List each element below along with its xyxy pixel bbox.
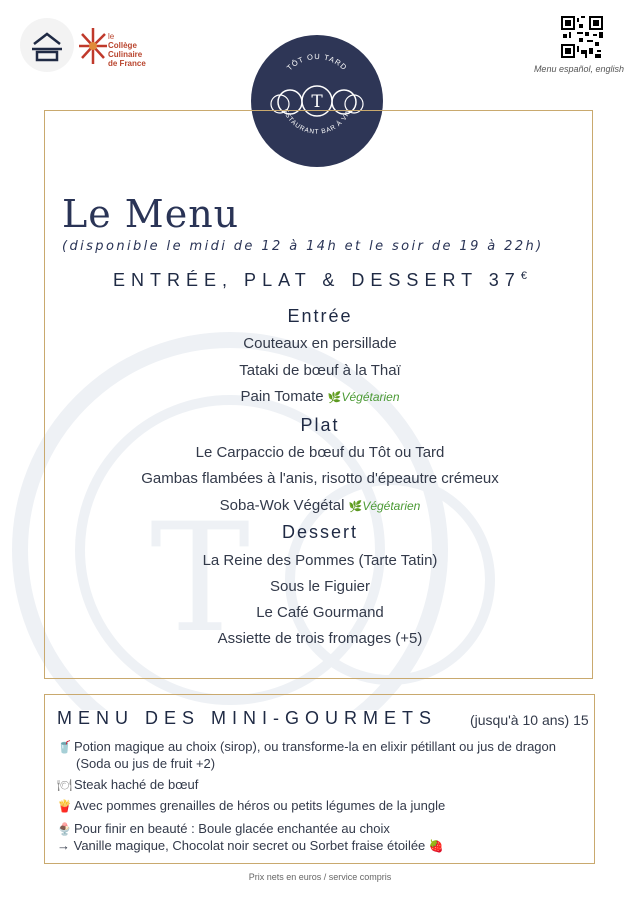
college-logo-text: de France (108, 59, 146, 68)
dish-item: Tataki de bœuf à la Thaï (239, 362, 401, 379)
dish-name: Soba-Wok Végétal (219, 497, 345, 514)
dish-item-vegetarian (0, 497, 640, 514)
college-logo-text: le (108, 32, 115, 41)
leaf-icon: 🌿 (327, 392, 342, 404)
mini-line-text: Avec pommes grenailles de héros ou petits légumes de la jungle (74, 798, 446, 813)
house-logo (20, 18, 74, 72)
vegetarian-label: Végétarien (341, 390, 400, 404)
dish-item-vegetarian (0, 388, 640, 405)
mini-menu-line: (Soda ou jus de fruit +2) (76, 756, 216, 771)
dish-item: Sous le Figuier (269, 578, 371, 595)
course-heading-entree: Entrée (287, 306, 353, 326)
fries-icon: 🍟 (57, 799, 72, 813)
formula-label: ENTRÉE, PLAT & DESSERT 37 (113, 270, 521, 290)
plate-icon: 🍽 (57, 778, 73, 792)
dish-item: La Reine des Pommes (Tarte Tatin) (202, 552, 438, 569)
dish-item: Le Café Gourmand (256, 604, 384, 621)
menu-hours: (disponible le midi de 12 à 14h et le soir de 19 à 22h) (62, 239, 544, 254)
mini-menu-line (57, 739, 556, 754)
mini-menu-line (57, 777, 198, 792)
course-heading-dessert: Dessert (281, 522, 358, 542)
logo-center-letter: T (311, 92, 323, 112)
mini-menu-title: MENU DES MINI-GOURMETS (57, 708, 438, 728)
svg-text:T: T (150, 492, 251, 666)
logo-top-text: TÔT OU TARD (284, 51, 350, 73)
college-logo-text: Culinaire (108, 50, 143, 59)
footer-note: Prix nets en euros / service compris (248, 872, 392, 882)
mini-line-text: Steak haché de bœuf (74, 777, 199, 792)
strawberry-icon: 🍓 (428, 839, 444, 853)
mini-menu-age-price: (jusqu'à 10 ans) 15 (470, 712, 589, 728)
dish-item: Couteaux en persillade (243, 335, 397, 352)
drink-icon: 🥤 (57, 740, 72, 754)
course-heading-plat: Plat (300, 415, 340, 435)
ice-cream-icon: 🍨 (57, 822, 72, 836)
dish-item: Assiette de trois fromages (+5) (217, 630, 423, 647)
college-culinaire-logo (78, 24, 158, 74)
dish-item: Gambas flambées à l'anis, risotto d'épeautre crémeux (141, 470, 499, 487)
mini-line-text: Pour finir en beauté : Boule glacée enchantée au choix (74, 821, 390, 836)
dish-item: Le Carpaccio de bœuf du Tôt ou Tard (195, 444, 445, 461)
mini-menu-line (57, 838, 444, 853)
leaf-icon: 🌿 (348, 501, 363, 513)
currency-symbol: € (520, 270, 527, 282)
college-logo-text: Collège (108, 41, 137, 50)
logo-bottom-text: ESTAURANT BAR À VIN (281, 107, 353, 136)
mini-menu-line (57, 821, 390, 836)
qr-languages-label: Menu español, english (533, 64, 624, 74)
mini-line-text: Potion magique au choix (sirop), ou transforme-la en elixir pétillant ou jus de dragon (74, 739, 556, 754)
qr-code[interactable] (561, 16, 603, 58)
formula-price (0, 270, 640, 291)
mini-line-text: → Vanille magique, Chocolat noir secret ou Sorbet fraise étoilée (57, 838, 426, 853)
vegetarian-label: Végétarien (362, 499, 421, 513)
menu-title: Le Menu (62, 192, 240, 236)
dish-name: Pain Tomate (240, 388, 324, 405)
mini-menu-line (57, 798, 445, 813)
